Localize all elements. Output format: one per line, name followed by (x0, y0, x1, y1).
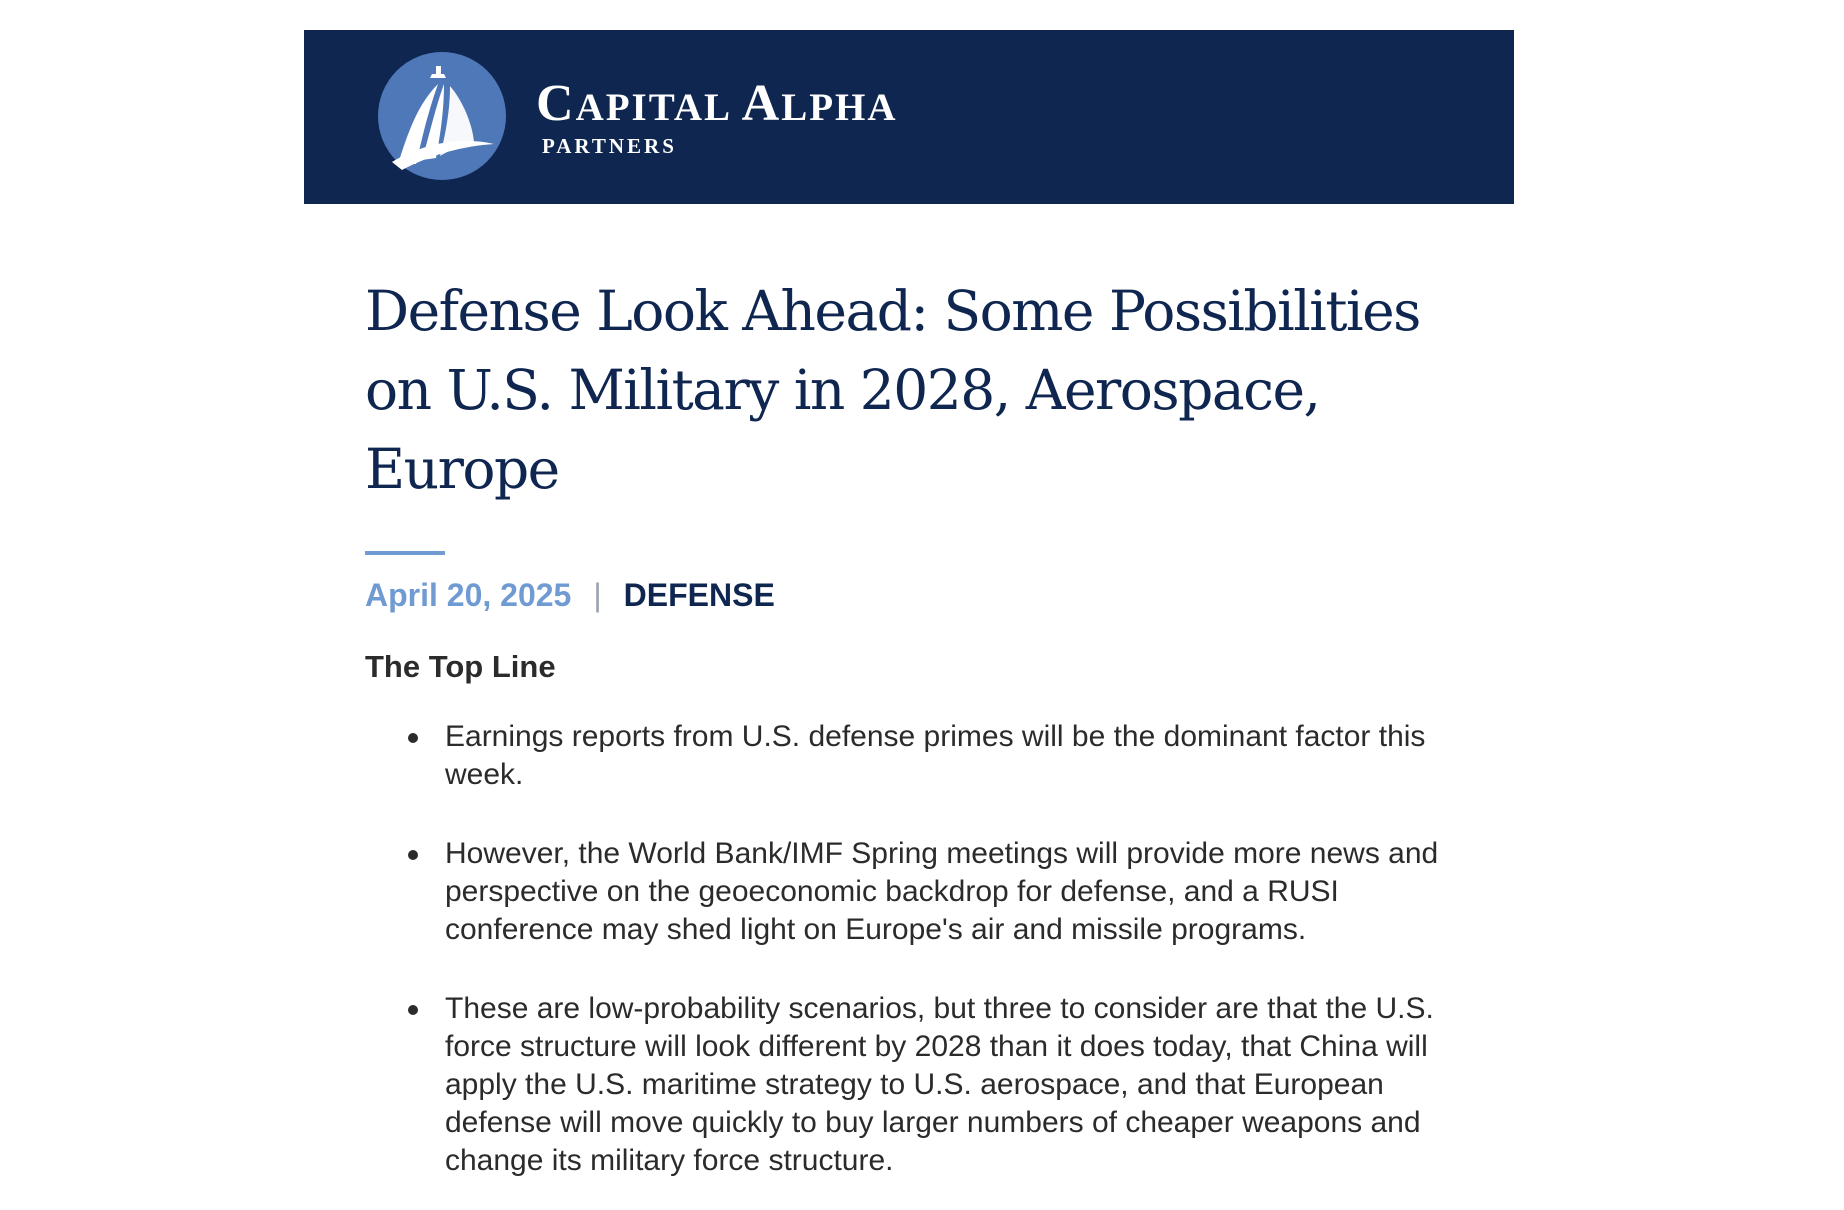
list-item (445, 835, 1445, 949)
brand-name: CAPITAL ALPHA (536, 75, 898, 132)
list-item (445, 718, 1445, 794)
bullet-icon (408, 733, 418, 743)
list-item (445, 990, 1445, 1180)
article-title: Defense Look Ahead: Some Possibilities on U.S. Military in 2028, Aerospace, Europe (365, 279, 1420, 501)
header-banner (304, 30, 1514, 204)
capitol-dome-logo-icon[interactable] (378, 52, 506, 180)
accent-divider (365, 551, 445, 555)
list-item-text: However, the World Bank/IMF Spring meetings will provide more news and perspective on the geoeconomic backdrop for defense, and a RUSI conference may shed light on Europe's air and missile programs. (445, 837, 1439, 946)
list-item-text: These are low-probability scenarios, but three to consider are that the U.S. force structure will look different by 2028 than it does today, that China will apply the U.S. maritime strategy to U.S. aerospace, and that European defense will move quickly to buy larger numbers of cheaper weapons and change its military force structure. (445, 992, 1434, 1177)
bullet-icon (408, 1005, 418, 1015)
meta-separator: | (593, 577, 602, 613)
category-link[interactable]: DEFENSE (623, 577, 775, 613)
bullet-icon (408, 850, 418, 860)
brand-subtitle: PARTNERS (542, 134, 677, 158)
article-meta (365, 575, 775, 615)
publish-date: April 20, 2025 (365, 577, 572, 613)
section-heading: The Top Line (365, 649, 556, 684)
list-item-text: Earnings reports from U.S. defense primes will be the dominant factor this week. (445, 720, 1426, 791)
